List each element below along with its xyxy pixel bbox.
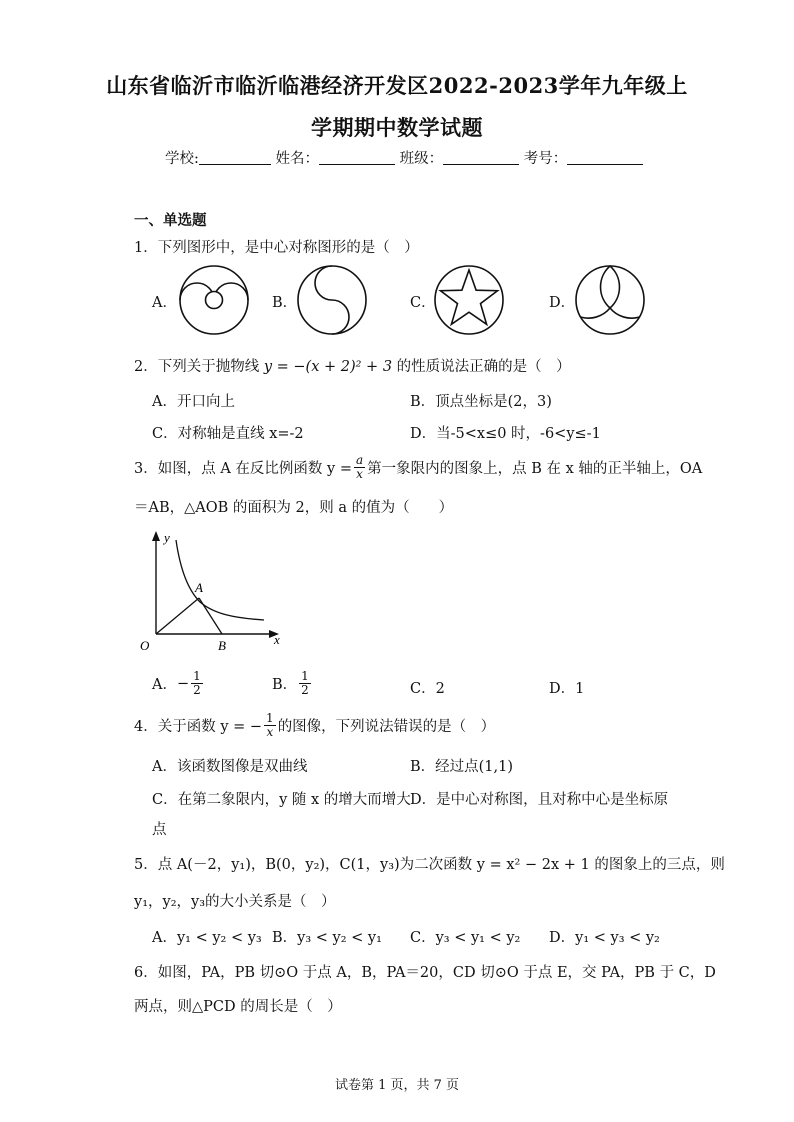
graph-label-a: A (195, 580, 203, 595)
q4-stem-a: 4．关于函数 y = − (134, 719, 263, 735)
q3-option-a-frac (191, 670, 203, 697)
question-5-stem-line1: 5．点 A(－2，y₁)，B(0，y₂)，C(1，y₃)为二次函数 y = x² − 2x + 1 的图象上的三点，则 (134, 857, 725, 873)
graph-label-o: O (140, 638, 150, 653)
q1-option-b-label: B． (272, 295, 298, 311)
q4-stem-b: 的图像，下列说法错误的是（ ） (277, 719, 496, 735)
q4-option-d-continued: 点 (152, 822, 167, 838)
q3-option-c: C．2 (410, 681, 445, 697)
q1-figure-c (433, 264, 505, 336)
school-label: 学校: (165, 151, 199, 167)
class-blank (443, 150, 519, 165)
question-6-stem-line2: 两点，则△PCD 的周长是（ ） (134, 999, 342, 1015)
q3-option-a-label: A． (152, 677, 177, 693)
page-title-line2: 学期期中数学试题 (311, 115, 483, 140)
number-label: 考号： (523, 151, 568, 167)
q4-frac-num: 1 (266, 711, 274, 725)
q3-stem-b: 第一象限内的图象上，点 B 在 x 轴的正半轴上，OA (367, 461, 703, 477)
q3-frac-num: a (355, 453, 364, 467)
page-footer: 试卷第 1 页，共 7 页 (334, 1078, 460, 1093)
question-4-stem (134, 712, 495, 739)
q2-option-b: B．顶点坐标是(2，3) (410, 394, 552, 410)
section-heading: 一、单选题 (134, 212, 207, 229)
q4-option-a: A．该函数图像是双曲线 (152, 759, 308, 775)
q3-option-a-sign: − (176, 675, 190, 692)
q3-graph (136, 528, 296, 656)
question-1-stem: 1．下列图形中，是中心对称图形的是（ ） (134, 240, 419, 256)
class-label: 班级： (399, 151, 444, 167)
question-5-stem-line2: y₁，y₂，y₃的大小关系是（ ） (134, 894, 336, 910)
question-3-stem (134, 454, 702, 481)
q5-option-a: A．y₁ < y₂ < y₃ (152, 930, 262, 946)
question-3-stem-line2: ＝AB，△AOB 的面积为 2，则 a 的值为（ ） (134, 500, 454, 516)
q2-stem-prefix: 2．下列关于抛物线 (134, 359, 264, 375)
name-label: 姓名： (275, 151, 319, 167)
q1-option-a-label: A． (152, 295, 177, 311)
q4-option-d: D．是中心对称图，且对称中心是坐标原 (410, 792, 669, 808)
q5-option-c: C．y₃ < y₁ < y₂ (410, 930, 521, 946)
q3-a-num: 1 (193, 669, 201, 683)
graph-label-b: B (218, 638, 226, 653)
q3-b-num: 1 (301, 669, 309, 683)
q3-option-b-label: B． (272, 677, 298, 693)
school-blank (199, 150, 271, 165)
q3-option-a (152, 670, 205, 697)
q2-option-d: D．当-5<x≤0 时，-6<y≤-1 (410, 426, 601, 442)
info-line (165, 147, 643, 168)
page-title-line1: 山东省临沂市临沂临港经济开发区2022-2023学年九年级上 (106, 73, 688, 98)
q2-formula: y = −(x + 2)² + 3 (263, 359, 393, 375)
q4-fraction (264, 712, 276, 739)
number-blank (567, 150, 643, 165)
q1-option-c-label: C． (410, 295, 436, 311)
q4-frac-den: x (266, 725, 274, 739)
name-blank (319, 150, 395, 165)
q3-fraction (354, 454, 365, 481)
q3-option-b-frac (299, 670, 311, 697)
q3-a-den: 2 (193, 683, 201, 697)
question-6-stem-line1: 6．如图，PA，PB 切⊙O 于点 A，B，PA＝20，CD 切⊙O 于点 E，交 PA，PB 于 C，D (134, 965, 716, 981)
q1-figure-a (178, 264, 250, 336)
question-2-stem (134, 355, 571, 376)
y-axis-arrow-icon (152, 531, 160, 541)
q5-option-d: D．y₁ < y₃ < y₂ (549, 930, 660, 946)
q3-b-den: 2 (301, 683, 309, 697)
q4-option-b: B．经过点(1,1) (410, 759, 514, 775)
q2-option-c: C．对称轴是直线 x=-2 (152, 426, 304, 442)
graph-label-y: y (164, 530, 170, 545)
q1-figure-b (296, 264, 368, 336)
q4-option-c: C．在第二象限内，y 随 x 的增大而增大 (152, 792, 411, 808)
q1-figure-d (573, 264, 647, 336)
q2-stem-suffix: 的性质说法正确的是（ ） (392, 359, 571, 375)
q3-option-b (272, 670, 313, 697)
q3-stem-a: 3．如图，点 A 在反比例函数 y = (134, 461, 352, 477)
graph-label-x: x (274, 632, 280, 647)
q3-option-d: D．1 (549, 681, 585, 697)
q3-frac-den: x (356, 467, 363, 481)
q5-option-b: B．y₃ < y₂ < y₁ (272, 930, 382, 946)
q2-option-a: A．开口向上 (152, 394, 235, 410)
q1-option-d-label: D． (549, 295, 576, 311)
